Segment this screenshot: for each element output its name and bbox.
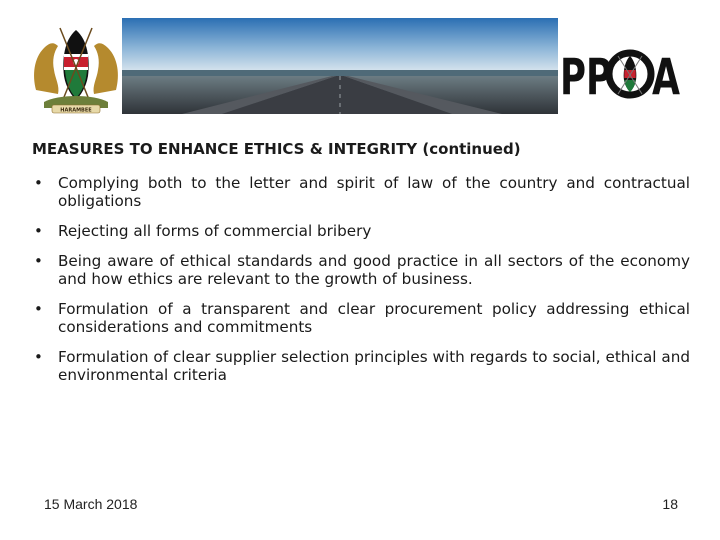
bullet-item	[32, 300, 690, 336]
ppoa-logo	[560, 28, 680, 108]
road-photo	[122, 18, 558, 114]
bullet-item	[32, 348, 690, 384]
bullet-text: Formulation of clear supplier selection principles with regards to social, ethical and environmental criteria	[58, 348, 690, 384]
bullet-item	[32, 222, 690, 240]
bullet-item	[32, 174, 690, 210]
slide-title: MEASURES TO ENHANCE ETHICS & INTEGRITY (continued)	[32, 140, 521, 158]
left-lion-shape	[34, 43, 58, 94]
bullet-item	[32, 252, 690, 288]
motto-text: HARAMBEE	[60, 107, 92, 114]
sky-area	[122, 18, 558, 74]
bullet-text: Complying both to the letter and spirit of law of the country and contractual obligations	[58, 174, 690, 210]
bullet-dot: •	[34, 174, 43, 192]
bullet-list	[32, 174, 690, 396]
shield-white-band-top	[64, 54, 88, 57]
logo-text-pp: PP	[560, 48, 612, 106]
shield-green-base	[65, 70, 87, 98]
bullet-dot: •	[34, 222, 43, 240]
footer-date: 15 March 2018	[44, 496, 138, 512]
bullet-text: Rejecting all forms of commercial bribery	[58, 222, 372, 240]
kenya-coat-of-arms-emblem	[30, 20, 122, 115]
right-lion-shape	[94, 43, 118, 94]
bullet-text: Formulation of a transparent and clear procurement policy addressing ethical considerations and commitments	[58, 300, 690, 336]
logo-shield-red-band	[624, 70, 635, 78]
bullet-dot: •	[34, 252, 43, 270]
logo-text-a: A	[652, 48, 681, 106]
page-number: 18	[662, 496, 678, 512]
bullet-text: Being aware of ethical standards and good practice in all sectors of the economy and how ethics are relevant to the growth of business.	[58, 252, 690, 288]
bullet-dot: •	[34, 300, 43, 318]
bullet-dot: •	[34, 348, 43, 366]
